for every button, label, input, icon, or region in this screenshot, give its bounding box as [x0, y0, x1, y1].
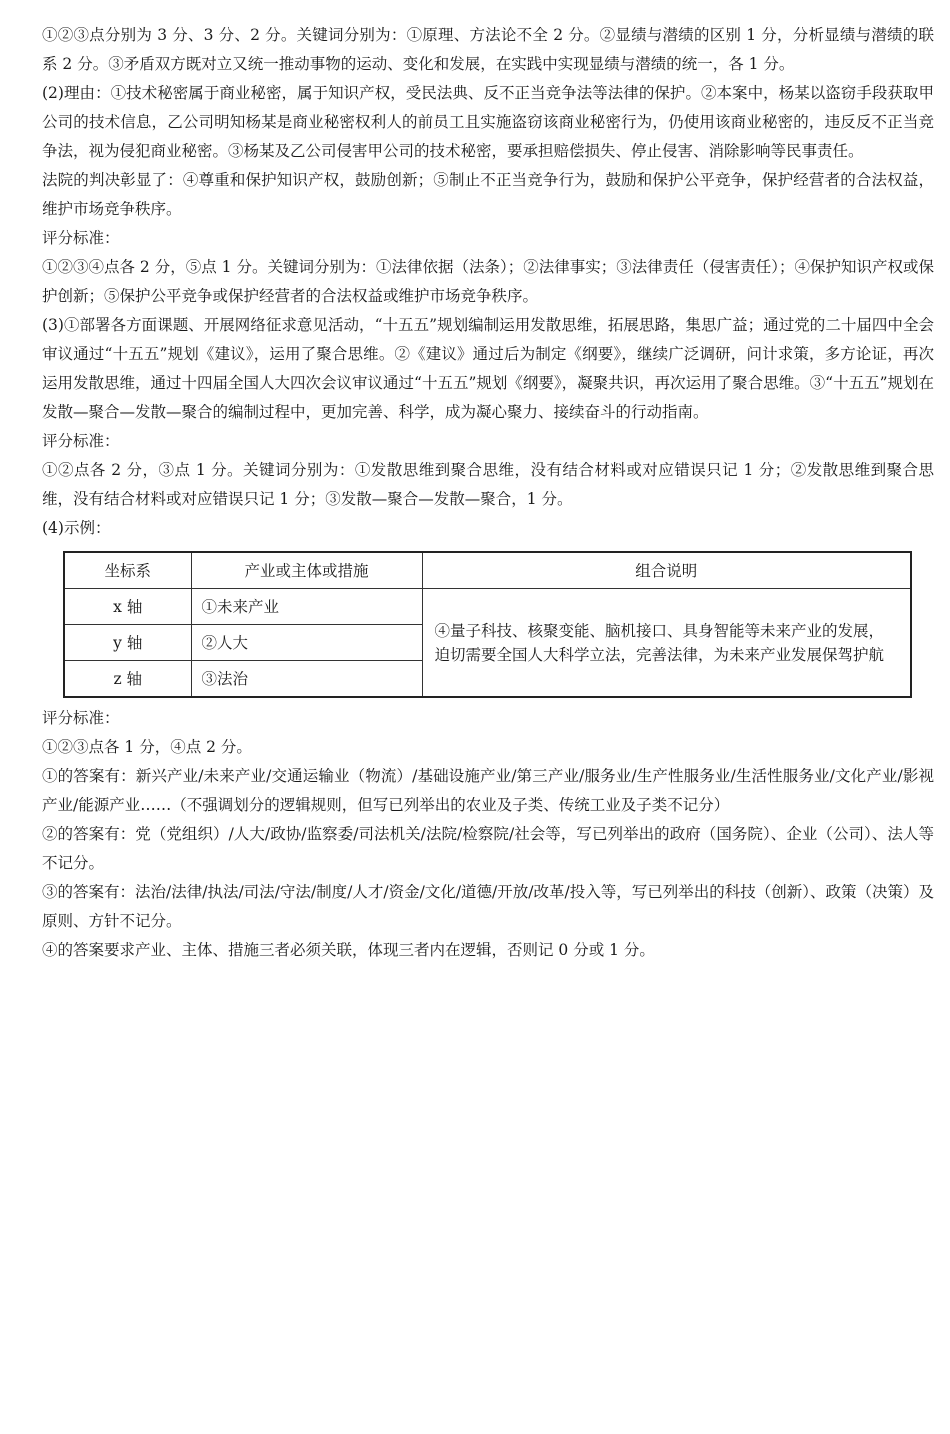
scoring-detail-3: ③的答案有：法治/法律/执法/司法/守法/制度/人才/资金/文化/道德/开放/改革/投入等，写已列举出的科技（创新）、政策（决策）及原则、方针不记分。: [42, 883, 934, 930]
table-cell-axis: y 轴: [64, 625, 191, 661]
scoring-detail-4: ④的答案要求产业、主体、措施三者必须关联，体现三者内在逻辑，否则记 0 分或 1 分。: [42, 941, 655, 959]
table-header-description: 组合说明: [422, 552, 911, 589]
answer-q3: (3)①部署各方面课题、开展网络征求意见活动，“十五五”规划编制运用发散思维，拓展思路，集思广益；通过党的二十届四中全会审议通过“十五五”规划《建议》，运用了聚合思维。②《建议》通过后为制定《纲要》，继续广泛调研，问计求策，多方论证，再次运用发散思维，通过十四届全国人大四次会议审议通过“十五五”规划《纲要》，凝聚共识，再次运用了聚合思维。③“十五五”规划在发散—聚合—发散—聚合的编制过程中，更加完善、科学，成为凝心聚力、接续奋斗的行动指南。: [42, 316, 934, 421]
table-cell-axis: z 轴: [64, 661, 191, 698]
table-header-item: 产业或主体或措施: [191, 552, 422, 589]
scoring-heading: 评分标准：: [42, 432, 120, 450]
table-cell-item: ③法治: [191, 661, 422, 698]
answer-document: [42, 26, 934, 965]
answer-q2-reasons: (2)理由：①技术秘密属于商业秘密，属于知识产权，受民法典、反不正当竞争法等法律的保护。②本案中，杨某以盗窃手段获取甲公司的技术信息，乙公司明知杨某是商业秘密权利人的前员工且实施盗窃该商业秘密行为，仍使用该商业秘密的，违反反不正当竞争法，视为侵犯商业秘密。③杨某及乙公司侵害甲公司的技术秘密，要承担赔偿损失、停止侵害、消除影响等民事责任。: [42, 84, 934, 160]
scoring-note-q1: ①②③点分别为 3 分、3 分、2 分。关键词分别为：①原理、方法论不全 2 分。②显绩与潜绩的区别 1 分，分析显绩与潜绩的联系 2 分。③矛盾双方既对立又统一推动事物的运动、变化和发展，在实践中实现显绩与潜绩的统一，各 1 分。: [42, 26, 934, 73]
table-header-axis: 坐标系: [64, 552, 191, 589]
table-cell-axis: x 轴: [64, 589, 191, 625]
scoring-note-q3: ①②点各 2 分，③点 1 分。关键词分别为：①发散思维到聚合思维，没有结合材料或对应错误只记 1 分；②发散思维到聚合思维，没有结合材料或对应错误只记 1 分；③发散—聚合—发散—聚合，1 分。: [42, 461, 934, 508]
table-cell-item: ①未来产业: [191, 589, 422, 625]
answer-q4-heading: (4)示例：: [42, 519, 111, 537]
scoring-note-q2: ①②③④点各 2 分，⑤点 1 分。关键词分别为：①法律依据（法条）；②法律事实；③法律责任（侵害责任）；④保护知识产权或保护创新；⑤保护公平竞争或保护经营者的合法权益或维护市场竞争秩序。: [42, 258, 934, 305]
table-cell-item: ②人大: [191, 625, 422, 661]
example-table: [63, 551, 912, 698]
scoring-heading: 评分标准：: [42, 709, 120, 727]
scoring-heading: 评分标准：: [42, 229, 120, 247]
scoring-note-q4: ①②③点各 1 分，④点 2 分。: [42, 738, 252, 756]
table-cell-description: ④量子科技、核聚变能、脑机接口、具身智能等未来产业的发展，迫切需要全国人大科学立法，完善法律，为未来产业发展保驾护航: [422, 589, 911, 698]
table-row: [64, 589, 911, 625]
table-header-row: [64, 552, 911, 589]
scoring-detail-1: ①的答案有：新兴产业/未来产业/交通运输业（物流）/基础设施产业/第三产业/服务业/生产性服务业/生活性服务业/文化产业/影视产业/能源产业……（不强调划分的逻辑规则，但写已列举出的农业及子类、传统工业及子类不记分）: [42, 767, 934, 814]
answer-q2-significance: 法院的判决彰显了：④尊重和保护知识产权，鼓励创新；⑤制止不正当竞争行为，鼓励和保护公平竞争，保护经营者的合法权益，维护市场竞争秩序。: [42, 171, 934, 218]
scoring-detail-2: ②的答案有：党（党组织）/人大/政协/监察委/司法机关/法院/检察院/社会等，写已列举出的政府（国务院）、企业（公司）、法人等不记分。: [42, 825, 934, 872]
